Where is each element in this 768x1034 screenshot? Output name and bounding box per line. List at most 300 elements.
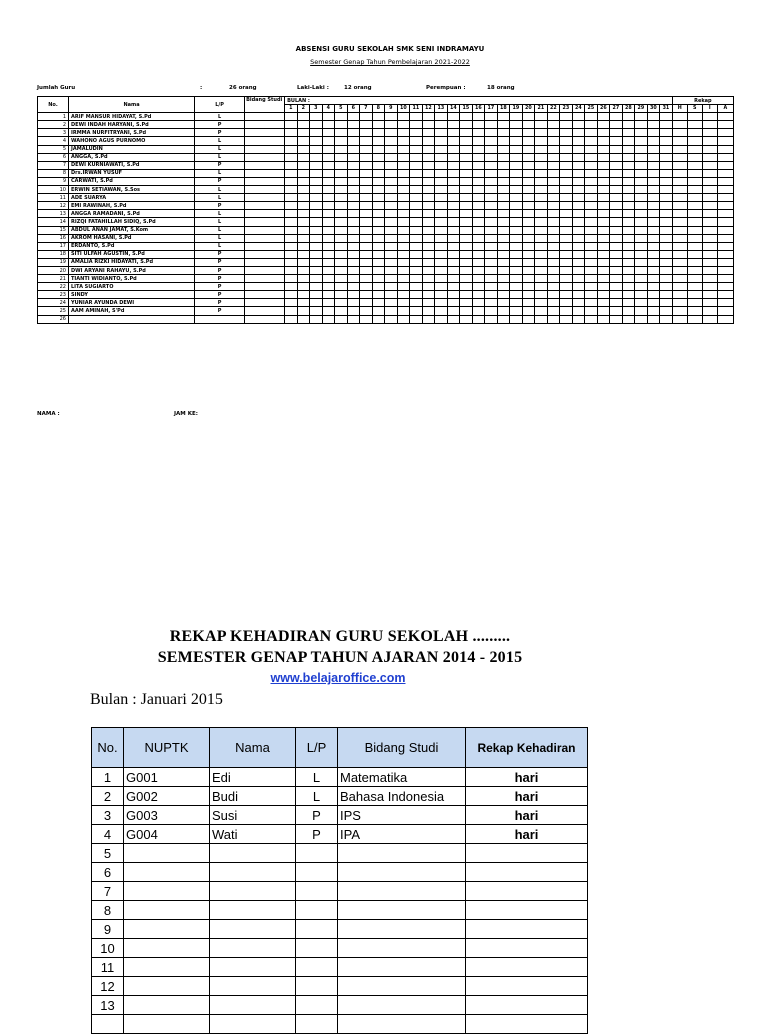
attendance-cell — [622, 153, 635, 161]
gender-cell: P — [195, 129, 245, 137]
attendance-cell — [410, 242, 423, 250]
attendance-cell — [472, 186, 485, 194]
attendance-cell — [647, 194, 660, 202]
attendance-cell — [687, 161, 702, 169]
attendance-cell — [385, 202, 398, 210]
attendance-cell — [522, 121, 535, 129]
attendance-cell — [702, 194, 717, 202]
attendance-cell — [372, 145, 385, 153]
attendance-cell — [310, 218, 323, 226]
table-row — [38, 266, 734, 274]
attendance-cell — [547, 177, 560, 185]
attendance-cell — [485, 315, 498, 323]
attendance-cell — [687, 145, 702, 153]
name-cell — [210, 958, 296, 977]
bidang-cell — [245, 161, 285, 169]
attendance-cell — [447, 113, 460, 121]
attendance-cell — [297, 186, 310, 194]
attendance-cell — [335, 186, 348, 194]
attendance-cell — [347, 266, 360, 274]
attendance-cell — [285, 258, 298, 266]
attendance-cell — [335, 283, 348, 291]
table-row — [38, 177, 734, 185]
attendance-cell — [335, 145, 348, 153]
attendance-cell — [297, 226, 310, 234]
attendance-cell — [472, 194, 485, 202]
attendance-cell — [560, 210, 573, 218]
attendance-cell — [460, 113, 473, 121]
attendance-title: ABSENSI GURU SEKOLAH SMK SENI INDRAMAYU — [295, 45, 485, 53]
attendance-cell — [372, 307, 385, 315]
attendance-cell — [347, 129, 360, 137]
attendance-cell — [535, 161, 548, 169]
attendance-cell — [702, 177, 717, 185]
day-header: 25 — [585, 105, 598, 113]
attendance-cell — [322, 218, 335, 226]
attendance-cell — [447, 169, 460, 177]
attendance-cell — [385, 129, 398, 137]
attendance-cell — [717, 113, 733, 121]
attendance-cell — [717, 275, 733, 283]
attendance-cell — [547, 210, 560, 218]
attendance-cell — [472, 299, 485, 307]
name-cell — [210, 882, 296, 901]
attendance-cell — [385, 299, 398, 307]
recap-table — [91, 727, 588, 1034]
attendance-cell — [422, 169, 435, 177]
attendance-cell — [385, 169, 398, 177]
attendance-cell — [435, 291, 448, 299]
attendance-cell — [702, 307, 717, 315]
attendance-cell — [322, 242, 335, 250]
attendance-cell — [702, 186, 717, 194]
rekap-cell: hari — [466, 806, 588, 825]
attendance-cell — [622, 266, 635, 274]
rekap-cell — [466, 882, 588, 901]
attendance-cell — [522, 250, 535, 258]
attendance-cell — [510, 153, 523, 161]
rekap-cell — [466, 863, 588, 882]
table-row — [92, 901, 588, 920]
attendance-cell — [522, 169, 535, 177]
attendance-cell — [410, 129, 423, 137]
name-cell: Edi — [210, 768, 296, 787]
attendance-cell — [285, 169, 298, 177]
attendance-cell — [410, 299, 423, 307]
attendance-cell — [647, 177, 660, 185]
attendance-cell — [622, 291, 635, 299]
attendance-cell — [717, 129, 733, 137]
attendance-cell — [610, 299, 623, 307]
attendance-cell — [410, 258, 423, 266]
gender-cell: P — [195, 291, 245, 299]
attendance-cell — [560, 137, 573, 145]
attendance-cell — [635, 121, 648, 129]
attendance-cell — [472, 137, 485, 145]
attendance-cell — [360, 291, 373, 299]
day-header: 12 — [422, 105, 435, 113]
bidang-cell — [338, 958, 466, 977]
attendance-cell — [322, 137, 335, 145]
attendance-cell — [285, 161, 298, 169]
day-header: 11 — [410, 105, 423, 113]
attendance-cell — [535, 177, 548, 185]
attendance-cell — [522, 226, 535, 234]
attendance-cell — [447, 186, 460, 194]
attendance-cell — [687, 121, 702, 129]
attendance-cell — [672, 177, 687, 185]
attendance-cell — [285, 202, 298, 210]
website-link[interactable]: www.belajaroffice.com — [270, 671, 406, 685]
attendance-cell — [310, 258, 323, 266]
attendance-cell — [622, 194, 635, 202]
attendance-cell — [547, 194, 560, 202]
attendance-cell — [687, 226, 702, 234]
attendance-cell — [385, 250, 398, 258]
rekap-cell: hari — [466, 825, 588, 844]
attendance-cell — [510, 137, 523, 145]
attendance-cell — [560, 177, 573, 185]
header-bidang-studi: Bidang Studi — [245, 97, 285, 113]
attendance-cell — [660, 161, 673, 169]
attendance-cell — [547, 275, 560, 283]
attendance-cell — [472, 315, 485, 323]
row-number: 1 — [92, 768, 124, 787]
attendance-cell — [447, 258, 460, 266]
attendance-cell — [422, 218, 435, 226]
attendance-cell — [547, 169, 560, 177]
bidang-cell — [245, 275, 285, 283]
row-number: 2 — [92, 787, 124, 806]
attendance-cell — [397, 266, 410, 274]
row-number: 4 — [92, 825, 124, 844]
recap-title-line1: REKAP KEHADIRAN GURU SEKOLAH ......... — [169, 628, 511, 645]
header-lp: L/P — [195, 97, 245, 113]
attendance-cell — [347, 145, 360, 153]
attendance-cell — [285, 137, 298, 145]
attendance-cell — [297, 129, 310, 137]
attendance-cell — [397, 226, 410, 234]
attendance-cell — [422, 161, 435, 169]
attendance-cell — [635, 194, 648, 202]
attendance-cell — [472, 145, 485, 153]
teacher-name: AMALIA RIZKI HIDAYATI, S.Pd — [69, 258, 195, 266]
day-header: 24 — [572, 105, 585, 113]
gender-cell: P — [296, 825, 338, 844]
gender-cell: P — [195, 177, 245, 185]
attendance-cell — [285, 234, 298, 242]
attendance-cell — [360, 275, 373, 283]
attendance-cell — [622, 218, 635, 226]
attendance-cell — [322, 291, 335, 299]
attendance-cell — [297, 194, 310, 202]
attendance-cell — [522, 153, 535, 161]
attendance-cell — [597, 266, 610, 274]
attendance-cell — [717, 283, 733, 291]
attendance-cell — [360, 226, 373, 234]
attendance-cell — [717, 258, 733, 266]
attendance-cell — [535, 226, 548, 234]
attendance-cell — [647, 113, 660, 121]
table-row — [38, 121, 734, 129]
attendance-cell — [422, 234, 435, 242]
attendance-cell — [572, 129, 585, 137]
gender-cell: L — [195, 137, 245, 145]
bidang-cell — [338, 863, 466, 882]
attendance-cell — [285, 250, 298, 258]
attendance-cell — [335, 266, 348, 274]
table-row — [92, 977, 588, 996]
attendance-cell — [335, 218, 348, 226]
attendance-cell — [660, 137, 673, 145]
attendance-cell — [460, 299, 473, 307]
attendance-cell — [585, 242, 598, 250]
bidang-cell — [338, 996, 466, 1015]
attendance-cell — [510, 161, 523, 169]
attendance-cell — [510, 283, 523, 291]
teacher-name: DEWI KURNIAWATI, S.Pd — [69, 161, 195, 169]
attendance-cell — [410, 153, 423, 161]
attendance-cell — [422, 283, 435, 291]
attendance-cell — [635, 307, 648, 315]
attendance-cell — [560, 307, 573, 315]
attendance-cell — [522, 275, 535, 283]
attendance-cell — [347, 169, 360, 177]
attendance-cell — [335, 226, 348, 234]
attendance-cell — [585, 275, 598, 283]
attendance-cell — [322, 258, 335, 266]
gender-cell: P — [195, 121, 245, 129]
attendance-cell — [535, 145, 548, 153]
attendance-cell — [610, 226, 623, 234]
attendance-cell — [472, 210, 485, 218]
attendance-cell — [472, 129, 485, 137]
attendance-cell — [385, 161, 398, 169]
attendance-cell — [597, 226, 610, 234]
attendance-cell — [635, 186, 648, 194]
attendance-cell — [485, 161, 498, 169]
attendance-cell — [510, 145, 523, 153]
attendance-cell — [360, 299, 373, 307]
attendance-cell — [535, 234, 548, 242]
attendance-cell — [422, 194, 435, 202]
attendance-cell — [547, 129, 560, 137]
attendance-cell — [435, 299, 448, 307]
attendance-cell — [385, 210, 398, 218]
table-row — [92, 825, 588, 844]
attendance-cell — [510, 299, 523, 307]
attendance-cell — [660, 202, 673, 210]
row-number: 5 — [92, 844, 124, 863]
bidang-cell — [245, 242, 285, 250]
attendance-cell — [717, 186, 733, 194]
attendance-cell — [397, 177, 410, 185]
attendance-cell — [322, 202, 335, 210]
attendance-cell — [497, 226, 510, 234]
gender-cell: L — [195, 113, 245, 121]
attendance-cell — [360, 145, 373, 153]
attendance-cell — [360, 315, 373, 323]
attendance-cell — [285, 210, 298, 218]
attendance-cell — [647, 266, 660, 274]
attendance-cell — [717, 250, 733, 258]
attendance-cell — [572, 258, 585, 266]
attendance-cell — [285, 153, 298, 161]
attendance-cell — [372, 161, 385, 169]
attendance-cell — [347, 283, 360, 291]
attendance-cell — [510, 250, 523, 258]
attendance-cell — [435, 161, 448, 169]
attendance-cell — [322, 113, 335, 121]
attendance-cell — [347, 315, 360, 323]
attendance-cell — [447, 275, 460, 283]
attendance-cell — [597, 291, 610, 299]
nuptk-cell — [124, 844, 210, 863]
attendance-cell — [385, 153, 398, 161]
attendance-cell — [497, 275, 510, 283]
attendance-cell — [597, 202, 610, 210]
attendance-cell — [410, 250, 423, 258]
teacher-name: DEWI INDAH HARYANI, S.Pd — [69, 121, 195, 129]
bidang-cell — [245, 129, 285, 137]
attendance-cell — [535, 291, 548, 299]
attendance-cell — [717, 266, 733, 274]
attendance-cell — [560, 161, 573, 169]
attendance-table — [37, 96, 734, 324]
table-row — [92, 1015, 588, 1034]
attendance-cell — [347, 137, 360, 145]
attendance-cell — [335, 299, 348, 307]
attendance-cell — [322, 315, 335, 323]
attendance-cell — [397, 210, 410, 218]
row-number: 3 — [92, 806, 124, 825]
attendance-cell — [422, 275, 435, 283]
attendance-cell — [410, 315, 423, 323]
teacher-name: JAMALUDIN — [69, 145, 195, 153]
attendance-cell — [497, 210, 510, 218]
name-cell: Budi — [210, 787, 296, 806]
attendance-cell — [672, 250, 687, 258]
attendance-cell — [522, 218, 535, 226]
rekap-col-header: H — [672, 105, 687, 113]
attendance-cell — [347, 121, 360, 129]
attendance-cell — [585, 137, 598, 145]
attendance-cell — [310, 299, 323, 307]
attendance-cell — [422, 145, 435, 153]
attendance-cell — [322, 153, 335, 161]
bidang-cell — [338, 1015, 466, 1034]
attendance-cell — [460, 275, 473, 283]
attendance-cell — [585, 161, 598, 169]
attendance-cell — [687, 137, 702, 145]
row-number: 2 — [38, 121, 69, 129]
attendance-cell — [597, 307, 610, 315]
attendance-cell — [687, 283, 702, 291]
attendance-cell — [572, 137, 585, 145]
attendance-cell — [610, 169, 623, 177]
bidang-cell — [245, 283, 285, 291]
attendance-cell — [310, 291, 323, 299]
attendance-cell — [472, 275, 485, 283]
attendance-cell — [672, 202, 687, 210]
attendance-cell — [322, 186, 335, 194]
attendance-cell — [385, 186, 398, 194]
attendance-cell — [672, 226, 687, 234]
attendance-cell — [522, 266, 535, 274]
gender-cell: P — [195, 161, 245, 169]
table-row — [38, 137, 734, 145]
attendance-cell — [297, 145, 310, 153]
bidang-cell — [338, 882, 466, 901]
row-number: 1 — [38, 113, 69, 121]
attendance-cell — [472, 291, 485, 299]
attendance-cell — [702, 113, 717, 121]
attendance-cell — [702, 218, 717, 226]
attendance-cell — [597, 283, 610, 291]
bidang-cell — [245, 218, 285, 226]
attendance-cell — [497, 161, 510, 169]
attendance-cell — [485, 194, 498, 202]
attendance-cell — [672, 291, 687, 299]
day-header: 3 — [310, 105, 323, 113]
attendance-cell — [435, 250, 448, 258]
attendance-cell — [460, 121, 473, 129]
attendance-cell — [635, 275, 648, 283]
attendance-cell — [535, 299, 548, 307]
attendance-cell — [447, 129, 460, 137]
gender-cell — [296, 977, 338, 996]
day-header: 2 — [297, 105, 310, 113]
attendance-cell — [497, 121, 510, 129]
attendance-cell — [717, 202, 733, 210]
attendance-cell — [335, 113, 348, 121]
attendance-cell — [622, 226, 635, 234]
attendance-cell — [660, 113, 673, 121]
rekap-cell — [466, 977, 588, 996]
attendance-cell — [522, 129, 535, 137]
attendance-cell — [322, 299, 335, 307]
attendance-cell — [335, 137, 348, 145]
attendance-cell — [510, 275, 523, 283]
row-number: 20 — [38, 266, 69, 274]
table-row — [38, 218, 734, 226]
attendance-cell — [660, 307, 673, 315]
attendance-cell — [485, 186, 498, 194]
row-number: 11 — [38, 194, 69, 202]
attendance-cell — [485, 153, 498, 161]
attendance-cell — [510, 177, 523, 185]
attendance-cell — [447, 153, 460, 161]
table-row — [38, 226, 734, 234]
attendance-cell — [647, 299, 660, 307]
gender-cell — [296, 882, 338, 901]
attendance-cell — [285, 177, 298, 185]
attendance-cell — [547, 145, 560, 153]
attendance-cell — [497, 291, 510, 299]
attendance-cell — [385, 113, 398, 121]
attendance-cell — [702, 145, 717, 153]
attendance-cell — [372, 121, 385, 129]
attendance-cell — [635, 177, 648, 185]
attendance-cell — [297, 137, 310, 145]
attendance-cell — [485, 266, 498, 274]
gender-cell: L — [195, 210, 245, 218]
attendance-cell — [422, 202, 435, 210]
attendance-cell — [522, 315, 535, 323]
attendance-cell — [397, 169, 410, 177]
attendance-cell — [572, 113, 585, 121]
row-number: 4 — [38, 137, 69, 145]
